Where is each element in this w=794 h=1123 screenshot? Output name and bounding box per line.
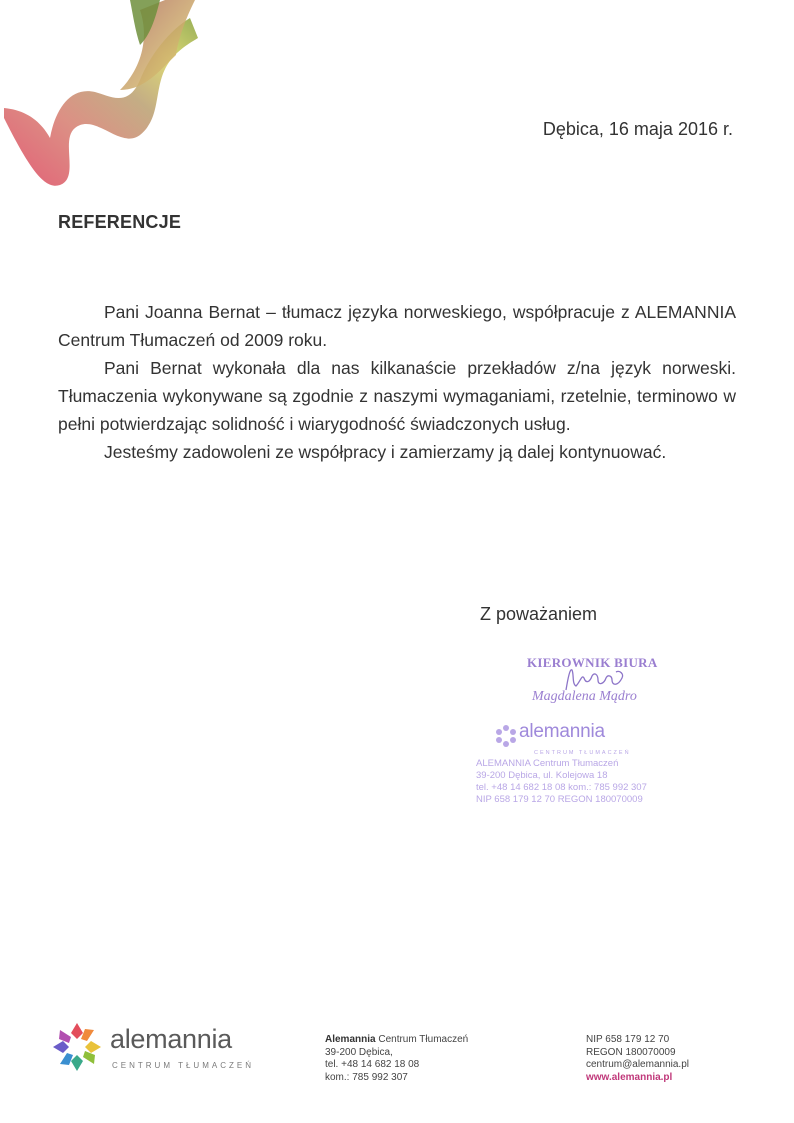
footer-brand-sub: CENTRUM TŁUMACZEŃ bbox=[112, 1061, 254, 1070]
letter-body bbox=[58, 298, 736, 466]
document-heading: REFERENCJE bbox=[58, 212, 182, 232]
footer-regon: REGON 180070009 bbox=[586, 1046, 676, 1058]
stamp-brand: alemannia bbox=[519, 721, 605, 742]
footer-kom: kom.: 785 992 307 bbox=[325, 1071, 408, 1083]
stamp-title: KIEROWNIK BIURA bbox=[527, 655, 658, 670]
stamp-line: tel. +48 14 682 18 08 kom.: 785 992 307 bbox=[476, 782, 647, 793]
stamp-name: Magdalena Mądro bbox=[532, 689, 637, 704]
footer-brand: alemannia bbox=[110, 1024, 232, 1054]
footer-company: Alemannia Centrum Tłumaczeń bbox=[325, 1034, 469, 1045]
place-date: Dębica, 16 maja 2016 r. bbox=[542, 119, 733, 139]
paragraph-2: Pani Bernat wykonała dla nas kilkanaście przekładów z/na język norweski. Tłumaczenia wykonywane są zgodnie z naszymi wymaganiami, rzetelnie, terminowo w pełni potwierdzając solidność i wiarygodność świadczonych usług. bbox=[58, 358, 736, 434]
closing-salutation: Z poważaniem bbox=[480, 604, 598, 624]
alemannia-logo-icon bbox=[494, 724, 518, 748]
stamp-line: NIP 658 179 12 70 REGON 180070009 bbox=[476, 794, 643, 805]
alemannia-logo-icon bbox=[50, 1020, 104, 1074]
stamp-brand-sub: CENTRUM TŁUMACZEŃ bbox=[534, 750, 631, 756]
footer-city: 39-200 Dębica, bbox=[325, 1046, 393, 1058]
footer-email[interactable]: centrum@alemannia.pl bbox=[586, 1059, 689, 1071]
footer-nip: NIP 658 179 12 70 bbox=[586, 1034, 670, 1045]
stamp-line: 39-200 Dębica, ul. Kolejowa 18 bbox=[476, 770, 608, 781]
footer-tel: tel. +48 14 682 18 08 bbox=[325, 1059, 420, 1071]
footer-website-link[interactable]: www.alemannia.pl bbox=[586, 1071, 673, 1083]
paragraph-3: Jesteśmy zadowoleni ze współpracy i zamierzamy ją dalej kontynuować. bbox=[104, 442, 667, 462]
footer-address bbox=[325, 1034, 468, 1084]
footer-ids bbox=[586, 1034, 689, 1084]
paragraph-1: Pani Joanna Bernat – tłumacz języka norweskiego, współpracuje z ALEMANNIA Centrum Tłumaczeń od 2009 roku. bbox=[58, 302, 736, 350]
stamp-line: ALEMANNIA Centrum Tłumaczeń bbox=[476, 758, 619, 769]
decorative-ribbon bbox=[0, 0, 200, 195]
